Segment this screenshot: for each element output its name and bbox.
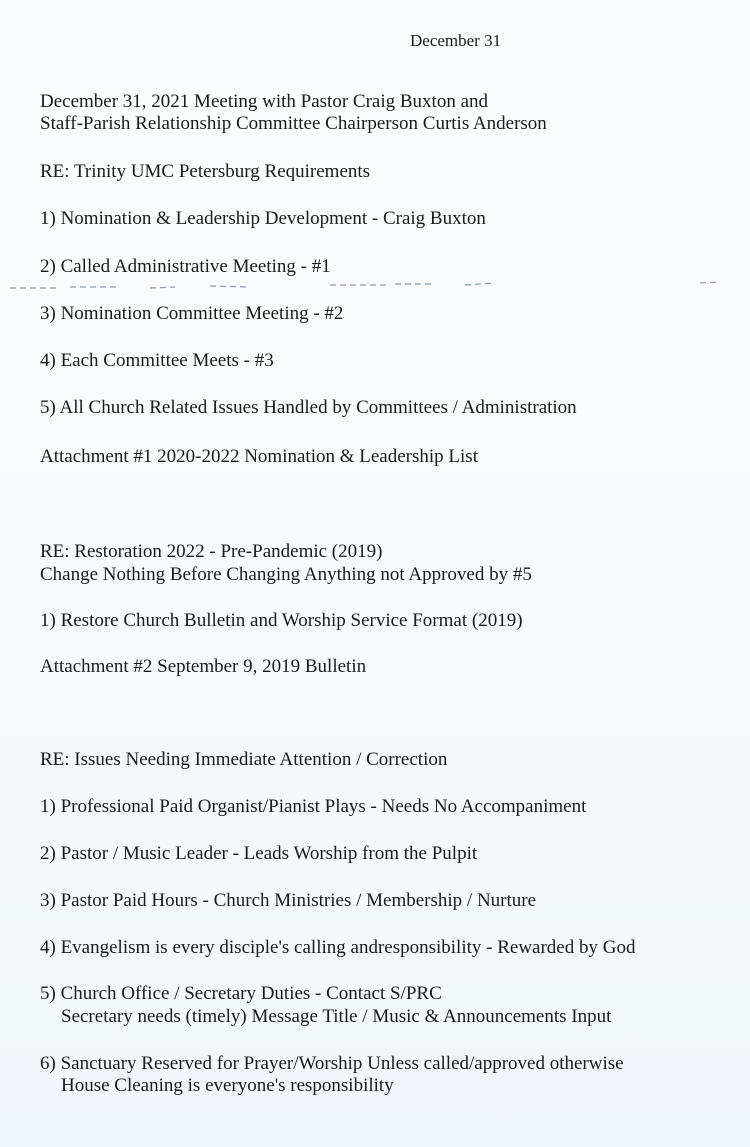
section-1-item-5: 5) All Church Related Issues Handled by Committees / Administration: [40, 397, 577, 418]
section-3-item-3: 3) Pastor Paid Hours - Church Ministries / Membership / Nurture: [40, 890, 537, 911]
section-3-heading: RE: Issues Needing Immediate Attention / Correction: [40, 749, 448, 770]
section-3-item-6: 6) Sanctuary Reserved for Prayer/Worship Unless called/approved otherwise: [40, 1053, 624, 1074]
section-1-item-1: 1) Nomination & Leadership Development - Craig Buxton: [40, 208, 486, 229]
section-2-subheading: Change Nothing Before Changing Anything not Approved by #5: [40, 564, 532, 585]
section-3-item-5: 5) Church Office / Secretary Duties - Contact S/PRC: [40, 983, 442, 1004]
meeting-title-line-2: Staff-Parish Relationship Committee Chairperson Curtis Anderson: [40, 113, 547, 134]
section-1-item-2: 2) Called Administrative Meeting - #1: [40, 256, 331, 277]
section-3-item-5-detail: Secretary needs (timely) Message Title / Music & Announcements Input: [61, 1006, 612, 1027]
section-2-heading: RE: Restoration 2022 - Pre-Pandemic (2019): [40, 541, 383, 562]
section-3-item-1: 1) Professional Paid Organist/Pianist Plays - Needs No Accompaniment: [40, 796, 587, 817]
section-1-item-4: 4) Each Committee Meets - #3: [40, 350, 274, 371]
section-1-attachment: Attachment #1 2020-2022 Nomination & Leadership List: [40, 446, 478, 467]
section-3-item-2: 2) Pastor / Music Leader - Leads Worship from the Pulpit: [40, 843, 478, 864]
header-date: December 31: [410, 31, 502, 50]
section-1-heading: RE: Trinity UMC Petersburg Requirements: [40, 161, 371, 182]
section-2-attachment: Attachment #2 September 9, 2019 Bulletin: [40, 656, 367, 677]
section-1-item-3: 3) Nomination Committee Meeting - #2: [40, 303, 344, 324]
section-2-item-1: 1) Restore Church Bulletin and Worship Service Format (2019): [40, 610, 523, 631]
scan-artifact-line: [0, 279, 750, 293]
meeting-title-line-1: December 31, 2021 Meeting with Pastor Craig Buxton and: [40, 91, 489, 112]
section-3-item-6-detail: House Cleaning is everyone's responsibility: [61, 1075, 394, 1096]
meeting-title: [40, 91, 547, 135]
section-3-item-4: 4) Evangelism is every disciple's calling andresponsibility - Rewarded by God: [40, 937, 636, 958]
